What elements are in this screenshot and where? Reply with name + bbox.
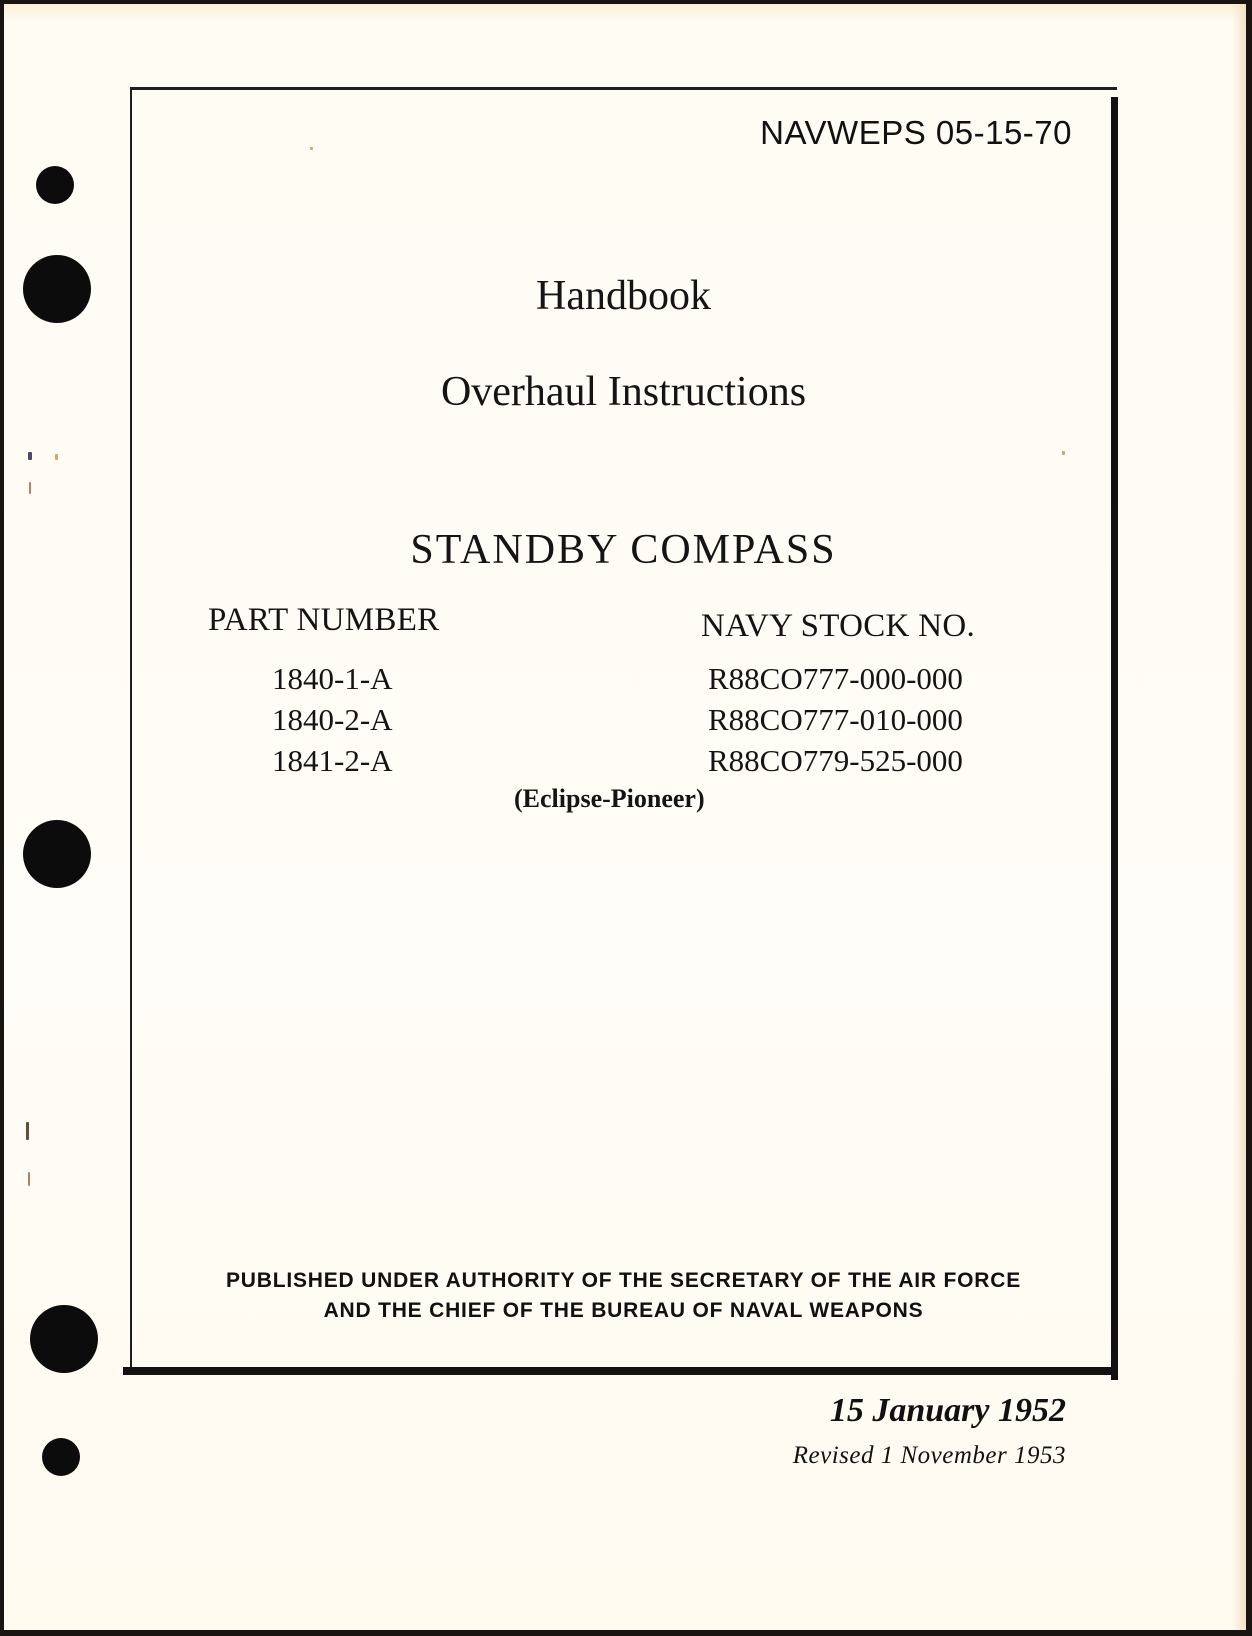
scan-speck: [28, 452, 32, 460]
document-type: Handbook: [536, 273, 711, 319]
stock-number-item: R88CO779-525-000: [708, 743, 963, 778]
scan-speck: [55, 454, 58, 460]
navy-stock-number-header: NAVY STOCK NO.: [701, 608, 976, 644]
document-number: NAVWEPS 05-15-70: [760, 114, 1072, 151]
punch-hole-large-middle: [23, 820, 91, 888]
part-number-header: PART NUMBER: [208, 602, 440, 638]
authority-line-1: PUBLISHED UNDER AUTHORITY OF THE SECRETARY OF THE AIR FORCE: [225, 1269, 1022, 1292]
part-number-item: 1840-1-A: [272, 661, 393, 696]
punch-hole-large-bottom: [30, 1305, 98, 1373]
publication-date: 15 January 1952: [829, 1392, 1066, 1429]
stock-number-item: R88CO777-000-000: [708, 661, 963, 696]
product-title: STANDBY COMPASS: [410, 527, 837, 573]
part-number-list: [272, 658, 393, 781]
frame-border-top: [130, 87, 1117, 90]
stock-number-item: R88CO777-010-000: [708, 702, 963, 737]
scan-speck: [29, 482, 31, 494]
navy-stock-number-list: [708, 658, 963, 781]
scan-speck: [26, 1122, 29, 1140]
punch-hole-small-top: [36, 166, 74, 204]
frame-border-bottom: [123, 1367, 1118, 1375]
part-number-item: 1841-2-A: [272, 743, 393, 778]
scan-speck: [28, 1172, 30, 1186]
document-subtitle: Overhaul Instructions: [440, 369, 807, 415]
part-number-item: 1840-2-A: [272, 702, 393, 737]
revision-date: Revised 1 November 1953: [792, 1442, 1066, 1469]
document-page: [4, 4, 1246, 1630]
scan-speck: [1062, 451, 1065, 455]
authority-line-2: AND THE CHIEF OF THE BUREAU OF NAVAL WEAPONS: [323, 1299, 924, 1322]
publication-authority: [130, 1266, 1117, 1326]
punch-hole-small-bottom: [42, 1438, 80, 1476]
scan-speck: [310, 147, 313, 150]
punch-hole-large-top: [23, 255, 91, 323]
manufacturer: (Eclipse-Pioneer): [514, 784, 705, 813]
